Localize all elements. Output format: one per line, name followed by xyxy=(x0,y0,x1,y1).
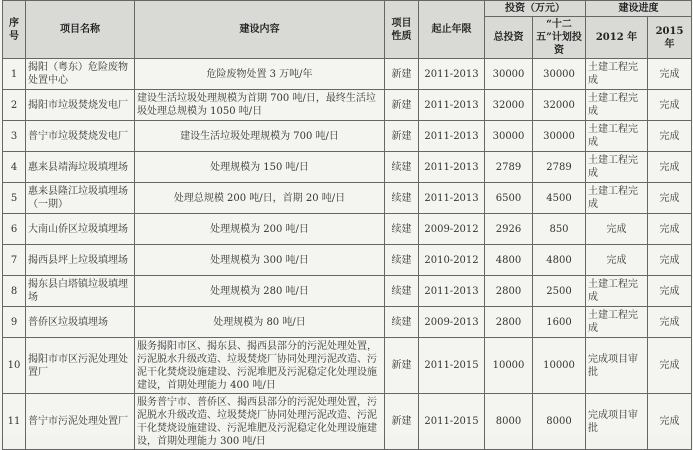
table-row xyxy=(3,59,692,90)
cell-plan: 30000 xyxy=(533,121,586,152)
cell-name: 惠来县隆江垃圾填埋场（一期） xyxy=(26,183,135,214)
cell-name: 揭阳市垃圾焚烧发电厂 xyxy=(26,90,135,121)
cell-total: 32000 xyxy=(485,90,533,121)
cell-no: 6 xyxy=(3,214,26,245)
table-row xyxy=(3,214,692,245)
cell-total: 8000 xyxy=(485,394,533,450)
cell-nature: 续建 xyxy=(385,245,419,276)
header-plan-investment: “十二五”计划投资 xyxy=(533,17,586,59)
cell-progress-2012: 完成 xyxy=(586,214,648,245)
cell-name: 大南山侨区垃圾填埋场 xyxy=(26,214,135,245)
cell-content: 处理规模为 80 吨/日 xyxy=(135,307,385,338)
cell-progress-2015: 完成 xyxy=(648,394,692,450)
cell-plan: 4500 xyxy=(533,183,586,214)
cell-progress-2015: 完成 xyxy=(648,121,692,152)
cell-content: 建设生活垃圾处理规模为首期 700 吨/日，最终生活垃圾处理总规模为 1050 吨/日 xyxy=(135,90,385,121)
cell-total: 30000 xyxy=(485,59,533,90)
cell-period: 2010-2012 xyxy=(419,245,485,276)
cell-progress-2012: 完成项目审批 xyxy=(586,394,648,450)
cell-no: 11 xyxy=(3,394,26,450)
cell-nature: 续建 xyxy=(385,214,419,245)
cell-period: 2011-2013 xyxy=(419,183,485,214)
cell-progress-2012: 土建工程完成 xyxy=(586,90,648,121)
header-total-investment: 总投资 xyxy=(485,17,533,59)
cell-name: 揭西县坪上垃圾填埋场 xyxy=(26,245,135,276)
cell-period: 2011-2013 xyxy=(419,152,485,183)
header-investment: 投资（万元） xyxy=(485,1,586,17)
cell-plan: 10000 xyxy=(533,338,586,394)
header-nature: 项目性质 xyxy=(385,1,419,59)
table-row xyxy=(3,394,692,450)
cell-total: 30000 xyxy=(485,121,533,152)
cell-progress-2015: 完成 xyxy=(648,59,692,90)
cell-progress-2012: 土建工程完成 xyxy=(586,152,648,183)
cell-content: 服务揭阳市区、揭东县、揭西县部分的污泥处理处置，污泥脱水升级改造、垃圾焚烧厂协同处理污泥改造、污泥干化焚烧设施建设、污泥堆肥及污泥稳定化处理设施建设，首期处理能力 400 吨/日 xyxy=(135,338,385,394)
cell-nature: 新建 xyxy=(385,121,419,152)
table-row xyxy=(3,152,692,183)
cell-nature: 续建 xyxy=(385,276,419,307)
cell-progress-2015: 完成 xyxy=(648,152,692,183)
table-row xyxy=(3,276,692,307)
cell-progress-2012: 土建工程完成 xyxy=(586,307,648,338)
header-name: 项目名称 xyxy=(26,1,135,59)
cell-progress-2015: 完成 xyxy=(648,183,692,214)
cell-progress-2015: 完成 xyxy=(648,245,692,276)
cell-progress-2012: 土建工程完成 xyxy=(586,121,648,152)
cell-content: 建设生活垃圾处理规模为 700 吨/日 xyxy=(135,121,385,152)
cell-progress-2015: 完成 xyxy=(648,276,692,307)
cell-content: 处理规模为 200 吨/日 xyxy=(135,214,385,245)
cell-period: 2011-2015 xyxy=(419,394,485,450)
cell-no: 2 xyxy=(3,90,26,121)
header-2015: 2015 年 xyxy=(648,17,692,59)
header-seq: 序号 xyxy=(3,1,26,59)
table-header xyxy=(3,1,692,59)
cell-content: 处理规模为 280 吨/日 xyxy=(135,276,385,307)
cell-plan: 4800 xyxy=(533,245,586,276)
cell-total: 4800 xyxy=(485,245,533,276)
cell-progress-2015: 完成 xyxy=(648,338,692,394)
cell-nature: 新建 xyxy=(385,59,419,90)
cell-name: 揭东县白塔镇垃圾填埋场 xyxy=(26,276,135,307)
cell-period: 2011-2015 xyxy=(419,338,485,394)
cell-nature: 续建 xyxy=(385,183,419,214)
header-content: 建设内容 xyxy=(135,1,385,59)
cell-plan: 32000 xyxy=(533,90,586,121)
cell-progress-2015: 完成 xyxy=(648,214,692,245)
cell-nature: 续建 xyxy=(385,307,419,338)
cell-name: 普宁市污泥处理处置厂 xyxy=(26,394,135,450)
table-row xyxy=(3,307,692,338)
cell-no: 10 xyxy=(3,338,26,394)
cell-period: 2011-2013 xyxy=(419,59,485,90)
cell-total: 2789 xyxy=(485,152,533,183)
cell-content: 处理规模为 150 吨/日 xyxy=(135,152,385,183)
cell-period: 2011-2013 xyxy=(419,121,485,152)
cell-name: 普侨区垃圾填埋场 xyxy=(26,307,135,338)
projects-table xyxy=(2,0,692,450)
cell-no: 7 xyxy=(3,245,26,276)
cell-content: 危险废物处置 3 万吨/年 xyxy=(135,59,385,90)
cell-total: 10000 xyxy=(485,338,533,394)
table-body xyxy=(3,59,692,450)
table-row xyxy=(3,121,692,152)
table-row xyxy=(3,338,692,394)
header-progress: 建设进度 xyxy=(586,1,692,17)
cell-content: 处理规模为 300 吨/日 xyxy=(135,245,385,276)
cell-total: 2800 xyxy=(485,276,533,307)
cell-progress-2012: 土建工程完成 xyxy=(586,276,648,307)
cell-name: 普宁市垃圾焚烧发电厂 xyxy=(26,121,135,152)
cell-plan: 850 xyxy=(533,214,586,245)
cell-plan: 1600 xyxy=(533,307,586,338)
cell-content: 处理总规模 200 吨/日，首期 20 吨/日 xyxy=(135,183,385,214)
cell-no: 5 xyxy=(3,183,26,214)
cell-nature: 新建 xyxy=(385,90,419,121)
cell-content: 服务普宁市、普侨区、揭西县部分的污泥处理处置，污泥脱水升级改造、垃圾焚烧厂协同处理污泥改造、污泥干化焚烧设施建设、污泥堆肥及污泥稳定化处理设施建设，首期处理能力 300 吨/日 xyxy=(135,394,385,450)
cell-period: 2011-2013 xyxy=(419,276,485,307)
cell-nature: 续建 xyxy=(385,152,419,183)
cell-total: 6500 xyxy=(485,183,533,214)
cell-total: 2800 xyxy=(485,307,533,338)
cell-plan: 30000 xyxy=(533,59,586,90)
cell-plan: 8000 xyxy=(533,394,586,450)
cell-progress-2012: 土建工程完成 xyxy=(586,59,648,90)
cell-progress-2012: 完成项目审批 xyxy=(586,338,648,394)
cell-period: 2009-2013 xyxy=(419,307,485,338)
cell-plan: 2789 xyxy=(533,152,586,183)
header-2012: 2012 年 xyxy=(586,17,648,59)
cell-progress-2012: 土建工程完成 xyxy=(586,183,648,214)
cell-name: 揭阳市市区污泥处理处置厂 xyxy=(26,338,135,394)
cell-no: 8 xyxy=(3,276,26,307)
cell-progress-2015: 完成 xyxy=(648,307,692,338)
cell-no: 9 xyxy=(3,307,26,338)
cell-progress-2012: 完成 xyxy=(586,245,648,276)
cell-nature: 新建 xyxy=(385,338,419,394)
cell-name: 惠来县靖海垃圾填埋场 xyxy=(26,152,135,183)
cell-no: 4 xyxy=(3,152,26,183)
cell-no: 1 xyxy=(3,59,26,90)
cell-period: 2011-2013 xyxy=(419,90,485,121)
cell-plan: 2500 xyxy=(533,276,586,307)
cell-total: 2926 xyxy=(485,214,533,245)
header-period: 起止年限 xyxy=(419,1,485,59)
cell-no: 3 xyxy=(3,121,26,152)
table-row xyxy=(3,90,692,121)
table-row xyxy=(3,183,692,214)
cell-name: 揭阳（粤东）危险废物处置中心 xyxy=(26,59,135,90)
cell-period: 2009-2012 xyxy=(419,214,485,245)
cell-nature: 新建 xyxy=(385,394,419,450)
cell-progress-2015: 完成 xyxy=(648,90,692,121)
table-row xyxy=(3,245,692,276)
